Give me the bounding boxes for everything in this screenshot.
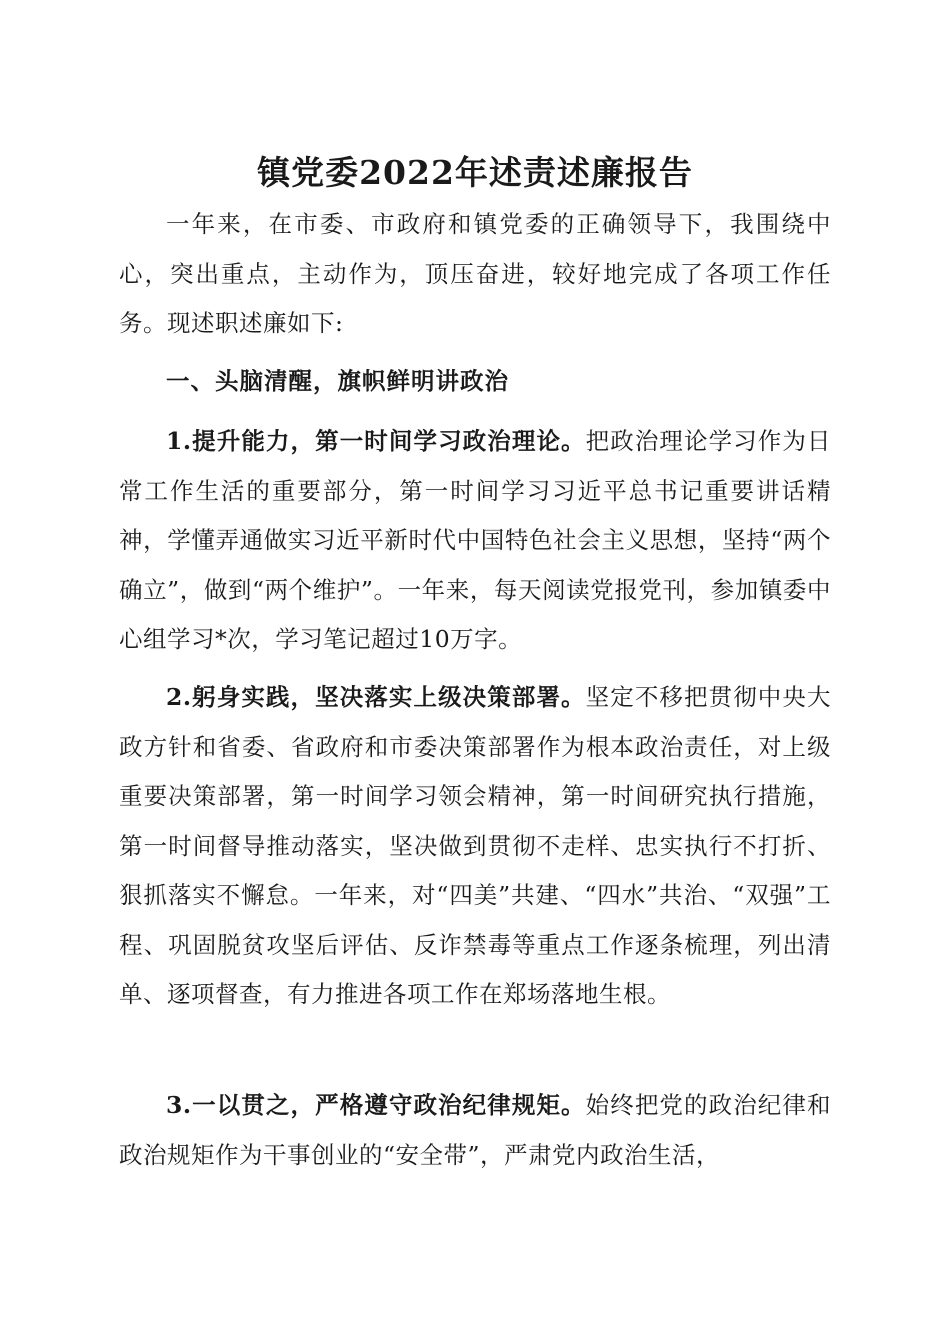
section-heading: 一、头脑清醒，旗帜鲜明讲政治 — [166, 367, 509, 395]
item-paragraph-1 — [119, 417, 831, 665]
item-paragraph-3 — [119, 1081, 831, 1180]
item-body-3: 始终把党的政治纪律和政治规矩作为干事创业的“安全带”，严肃党内政治生活， — [119, 1091, 831, 1169]
item-lead-3: 3.一以贯之，严格遵守政治纪律规矩。 — [166, 1091, 586, 1119]
document-title: 镇党委2022年述责述廉报告 — [257, 153, 693, 193]
intro-paragraph: 一年来，在市委、市政府和镇党委的正确领导下，我围绕中心，突出重点，主动作为，顶压奋进，较好地完成了各项工作任务。现述职述廉如下: — [119, 210, 831, 337]
item-lead-1: 1.提升能力，第一时间学习政治理论。 — [166, 427, 586, 455]
item-body-1: 把政治理论学习作为日常工作生活的重要部分，第一时间学习习近平总书记重要讲话精神，学懂弄通做实习近平新时代中国特色社会主义思想，坚持“两个确立”，做到“两个维护”。一年来，每天阅读党报党刊，参加镇委中心组学习*次，学习笔记超过10万字。 — [119, 427, 831, 653]
item-paragraph-2 — [119, 673, 831, 1020]
item-lead-2: 2.躬身实践，坚决落实上级决策部署。 — [166, 683, 586, 711]
item-body-2: 坚定不移把贯彻中央大政方针和省委、省政府和市委决策部署作为根本政治责任，对上级重要决策部署，第一时间学习领会精神，第一时间研究执行措施，第一时间督导推动落实，坚决做到贯彻不走样、忠实执行不打折、狠抓落实不懈怠。一年来，对“四美”共建、“四水”共治、“双强”工程、巩固脱贫攻坚后评估、反诈禁毒等重点工作逐条梳理，列出清单、逐项督查，有力推进各项工作在郑场落地生根。 — [119, 683, 831, 1008]
